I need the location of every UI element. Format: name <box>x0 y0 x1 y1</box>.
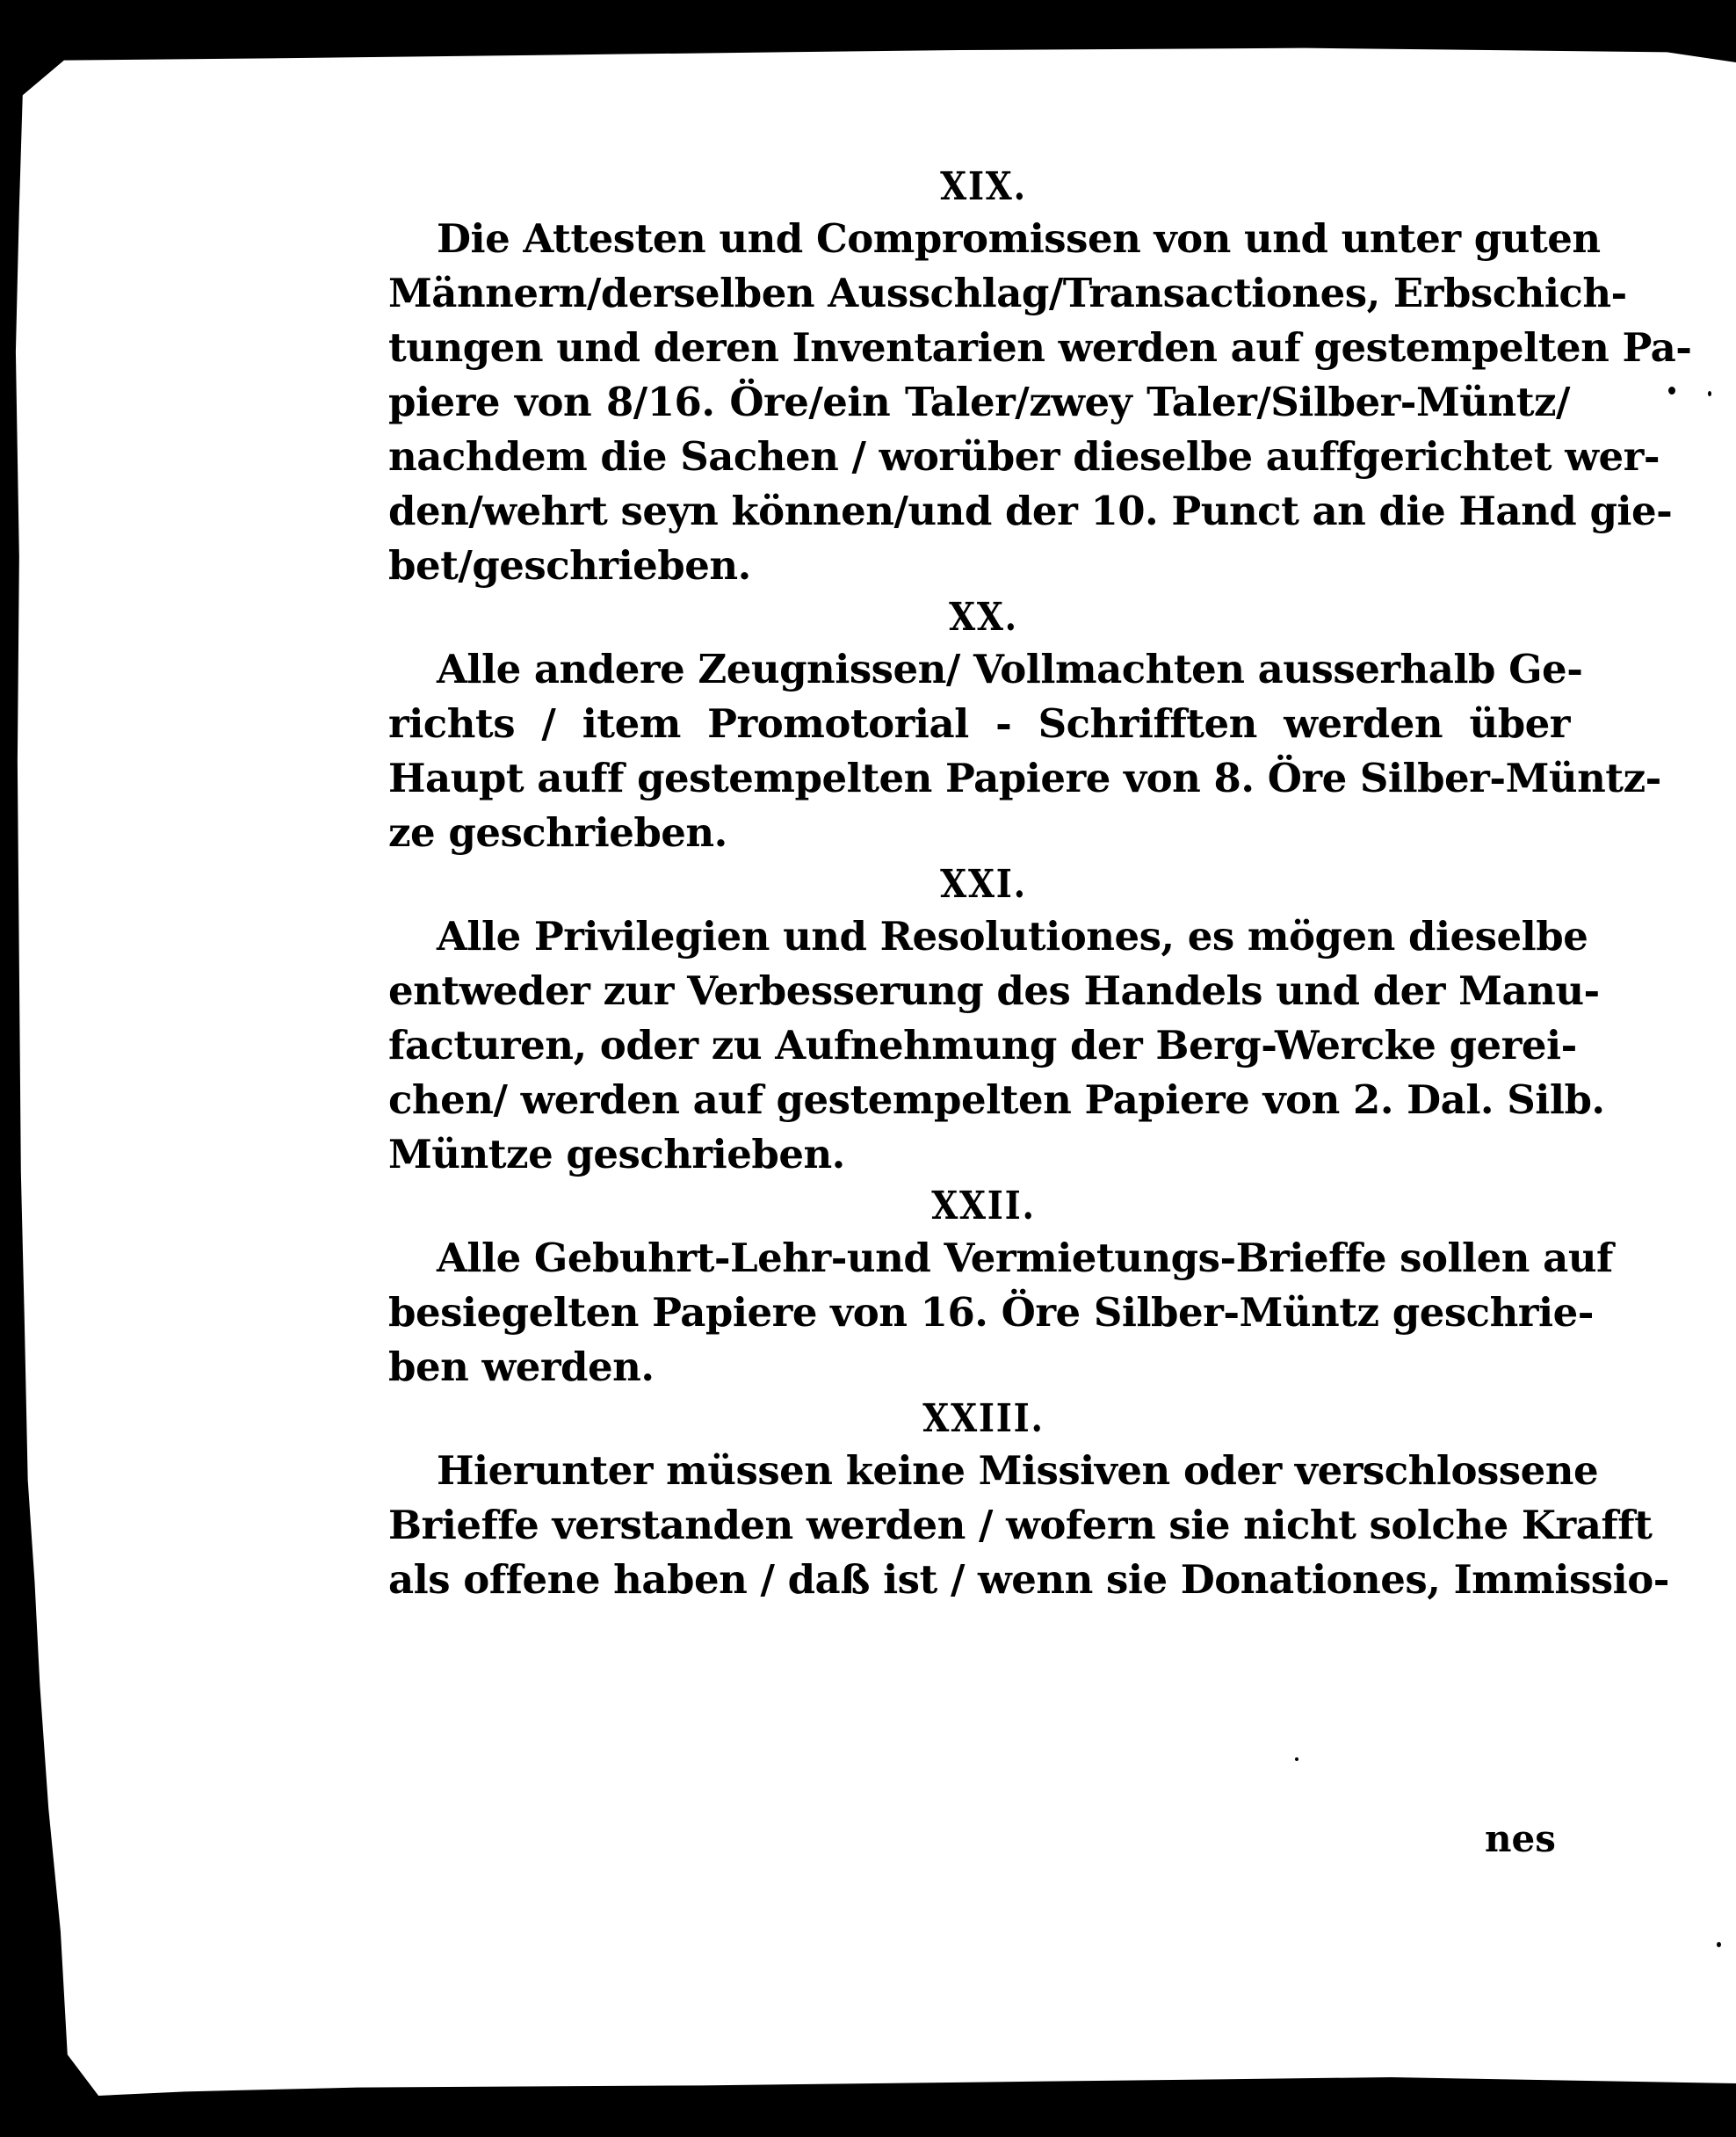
text-line: facturen, oder zu Aufnehmung der Berg-Wercke gerei- <box>388 1022 1577 1068</box>
text-line: Die Attesten und Compromissen von und unter guten <box>437 215 1601 262</box>
section-heading: XX. <box>949 595 1018 640</box>
section-heading: XXIII. <box>922 1396 1045 1441</box>
text-line: Brieffe verstanden werden / wofern sie nicht solche Krafft <box>388 1502 1653 1548</box>
text-line: als offene haben / daß ist / wenn sie Donationes, Immissio- <box>388 1556 1669 1603</box>
text-line: Alle Privilegien und Resolutiones, es mögen dieselbe <box>437 913 1588 960</box>
text-line: tungen und deren Inventarien werden auf gestempelten Pa- <box>388 324 1692 371</box>
text-line: besiegelten Papiere von 16. Öre Silber-Müntz geschrie- <box>388 1289 1594 1336</box>
ink-speck <box>1668 387 1675 395</box>
text-line: Männern/derselben Ausschlag/Transactiones, Erbschich- <box>388 270 1627 316</box>
section-xxii <box>388 1182 1613 1394</box>
catchword: nes <box>1485 1817 1556 1860</box>
text-line: nachdem die Sachen / worüber dieselbe auffgerichtet wer- <box>388 433 1660 480</box>
ink-speck <box>1708 391 1711 396</box>
text-line: Haupt auff gestempelten Papiere von 8. Öre Silber-Müntz- <box>388 755 1661 801</box>
text-line: ze geschrieben. <box>388 809 727 856</box>
text-line: bet/geschrieben. <box>388 542 751 589</box>
text-line: ben werden. <box>388 1344 655 1390</box>
section-heading: XXII. <box>931 1184 1036 1228</box>
ink-speck <box>1295 1757 1298 1761</box>
section-xx <box>388 593 1661 860</box>
text-line: richts / item Promotorial - Schrifften werden über <box>388 700 1570 747</box>
section-heading: XXI. <box>940 862 1027 907</box>
text-line: chen/ werden auf gestempelten Papiere von 2. Dal. Silb. <box>388 1076 1605 1123</box>
section-xix <box>388 163 1692 593</box>
document-body <box>388 163 1692 1607</box>
text-line: piere von 8/16. Öre/ein Taler/zwey Taler/Silber-Müntz/ <box>388 379 1570 425</box>
text-line: Müntze geschrieben. <box>388 1131 845 1177</box>
text-line: Alle Gebuhrt-Lehr-und Vermietungs-Brieffe sollen auf <box>437 1235 1613 1281</box>
text-line: entweder zur Verbesserung des Handels und der Manu- <box>388 967 1600 1014</box>
section-xxiii <box>388 1394 1669 1607</box>
text-line: Alle andere Zeugnissen/ Vollmachten ausserhalb Ge- <box>437 646 1583 692</box>
text-line: Hierunter müssen keine Missiven oder verschlossene <box>437 1447 1599 1494</box>
section-xxi <box>388 860 1605 1182</box>
ink-speck <box>1717 1942 1721 1947</box>
text-line: den/wehrt seyn können/und der 10. Punct an die Hand gie- <box>388 488 1673 534</box>
section-heading: XIX. <box>940 164 1027 209</box>
